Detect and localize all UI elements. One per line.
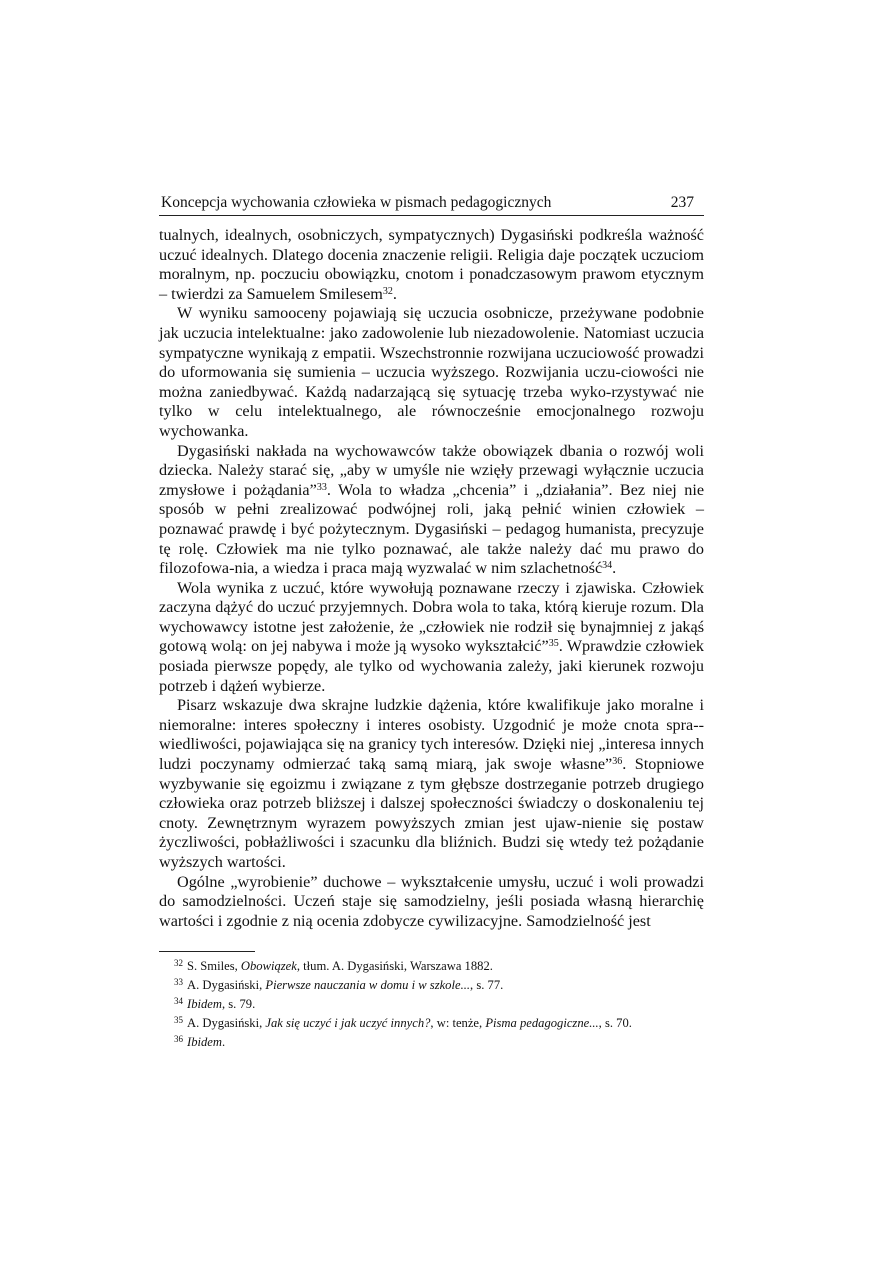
text-run: Pisarz wskazuje dwa skrajne ludzkie dążenia, które kwalifikuje jako moralne i niemoralne: interes społeczny i interes osobisty. Uzgodnić je może cnota spra-wiedliwości, pojawiająca się na granicy tych interesów. Dzięki niej „interesa innych ludzi poczynamy odmierzać taką samą miarą, jak swoje własne” [159,696,704,774]
text-run: Dygasiński nakłada na wychowawców także obowiązek dbania o rozwój woli dziecka. Należy starać się, „aby w umyśle nie wzięły przewagi wyłącznie uczucia zmysłowe i pożądania” [159,441,704,499]
paragraph [159,226,704,304]
running-header-title: Koncepcja wychowania człowieka w pismach pedagogicznych [161,194,552,211]
paragraph [159,873,704,932]
italic-text: Obowiązek [240,959,297,974]
footnote [174,1014,704,1033]
footnote-separator [159,951,255,952]
text-run: A. Dygasiński, [187,1016,266,1031]
footnote-number: 36 [174,1034,183,1045]
italic-text: Pisma pedagogiczne... [485,1016,599,1031]
document-page [159,193,704,1052]
paragraph [159,442,704,579]
text-run: A. Dygasiński, [187,978,266,993]
text-run: . [221,1035,226,1050]
footnote [174,1033,704,1052]
footnote-reference: 32 [382,285,393,297]
footnote-number: 34 [174,996,183,1007]
footnote-number: 33 [174,977,183,988]
footnote-number: 32 [174,958,183,969]
text-run: Wola wynika z uczuć, które wywołują poznawane rzeczy i zjawiska. Człowiek zaczyna dążyć do uczuć przyjemnych. Dobra wola to taka, którą kieruje rozum. Dla wychowawcy istotne jest założenie, że „człowiek nie rodził się bynajmniej z jakąś gotową wolą: on jej nabywa i może ją wysoko wykształcić” [159,578,704,656]
footnote [174,957,704,976]
text-run: W wyniku samooceny pojawiają się uczucia osobnicze, przeżywane podobnie jak uczucia intelektualne: jako zadowolenie lub niezadowolenie. Natomiast uczucia sympatyczne wynikają z empatii. Wszechstronnie rozwijana uczuciowość prowadzi do uformowania się sumienia – uczucia wyższego. Rozwijania uczu-ciowości nie można zaniedbywać. Każdą nadarzającą się sytuację trzeba wyko-rzystywać nie tylko w celu intelektualnego, ale równocześnie emocjonalnego rozwoju wychowanka. [159,304,704,440]
text-run: . Stopniowe wyzbywanie się egoizmu i związane z tym głębsze dostrzeganie potrzeb drugiego człowieka oraz potrzeb bliższej i dalszej społeczności świadczy o doskonaleniu tej cnoty. Zewnętrznym wyrazem powyższych zmian jest ujaw-nienie się postaw życzliwości, pobłażliwości i szacunku dla bliźnich. Budzi się wtedy też pożądanie wyższych wartości. [159,755,704,871]
text-run: , s. 79. [221,997,256,1012]
text-run: , tłum. A. Dygasiński, Warszawa 1882. [296,959,493,974]
text-run: S. Smiles, [187,959,241,974]
text-run: . Wola to władza „chcenia” i „działania”. Bez niej nie sposób w pełni zrealizować podwójnej roli, jaką pełnić winien człowiek – poznawać prawdę i być pożytecznym. Dygasiński – pedagog humanista, precyzuje tę rolę. Człowiek ma nie tylko poznawać, ale także należy dać mu prawo do filozofowa-nia, a wiedza i praca mają wyzwalać w nim szlachetność [159,480,705,578]
text-run: , w: tenże, [430,1016,486,1031]
italic-text: Pierwsze nauczania w domu i w szkole... [265,978,471,993]
main-text [159,226,704,931]
paragraph [159,579,704,697]
footnote [174,976,704,995]
text-run: . [392,284,397,303]
text-run: , s. 77. [470,978,504,993]
text-run: . [612,559,617,578]
running-header [159,193,704,216]
footnote-reference: 35 [548,638,559,650]
italic-text: Jak się uczyć i jak uczyć innych? [265,1016,431,1031]
page-number: 237 [670,194,694,211]
footnote [174,995,704,1014]
text-run: . Wprawdzie człowiek posiada pierwsze popędy, ale tylko od wychowania zależy, jaki kierunek rozwoju potrzeb i dążeń wybierze. [159,637,704,695]
footnote-reference: 34 [602,560,613,572]
footnote-reference: 36 [612,756,623,768]
footnotes [159,957,704,1052]
italic-text: Ibidem [187,997,222,1012]
footnote-number: 35 [174,1015,183,1026]
text-run: Ogólne „wyrobienie” duchowe – wykształcenie umysłu, uczuć i woli prowadzi do samodzielności. Uczeń staje się samodzielny, jeśli posiada własną hierarchię wartości i zgodnie z nią ocenia zdobycze cywilizacyjne. Samodzielność jest [159,872,704,930]
text-run: tualnych, idealnych, osobniczych, sympatycznych) Dygasiński podkreśla ważność uczuć idealnych. Dlatego docenia znaczenie religii. Religia daje początek uczuciom moralnym, np. poczuciu obowiązku, cnotom i ponadczasowym prawom etycznym – twierdzi za Samuelem Smilesem [159,226,704,303]
italic-text: Ibidem [187,1035,222,1050]
paragraph [159,696,704,872]
text-run: , s. 70. [598,1016,632,1031]
footnote-reference: 33 [316,481,327,493]
paragraph [159,304,704,441]
